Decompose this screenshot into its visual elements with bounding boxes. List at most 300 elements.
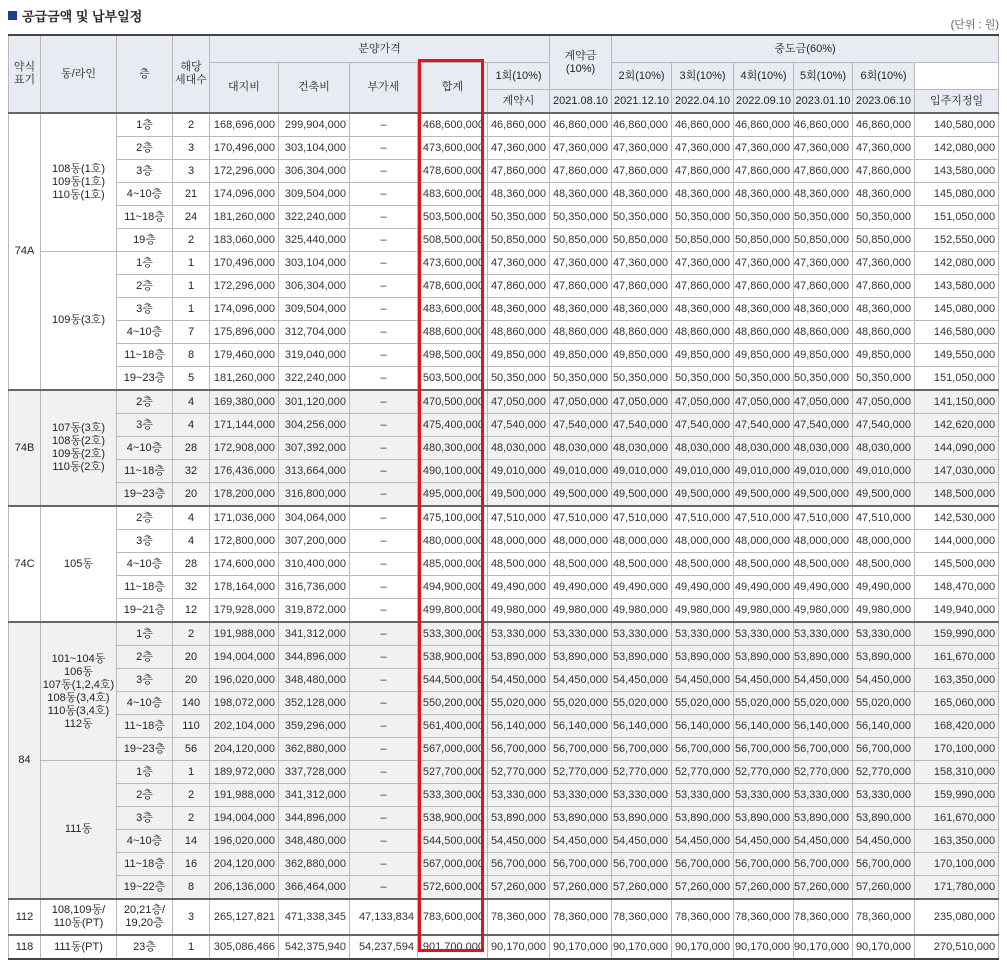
- installment-1: 90,170,000: [550, 935, 612, 959]
- floor: 1층: [117, 622, 173, 646]
- floor: 11~18층: [117, 460, 173, 483]
- installment-1: 49,490,000: [550, 576, 612, 599]
- vat: –: [350, 761, 418, 784]
- vat: –: [350, 183, 418, 206]
- vat: –: [350, 669, 418, 692]
- build-price: 362,880,000: [279, 853, 350, 876]
- balance: 143,580,000: [915, 275, 999, 298]
- installment-3: 50,350,000: [672, 206, 734, 229]
- floor: 2층: [117, 390, 173, 414]
- build-price: 309,504,000: [279, 298, 350, 321]
- installment-4: 48,000,000: [734, 530, 794, 553]
- header-build: 건축비: [279, 63, 350, 114]
- installment-4: 50,350,000: [734, 367, 794, 391]
- installment-3: 47,050,000: [672, 390, 734, 414]
- installment-3: 49,980,000: [672, 599, 734, 623]
- table-row: [9, 530, 999, 553]
- household-count: 16: [173, 853, 210, 876]
- installment-3: 48,360,000: [672, 183, 734, 206]
- table-row: [9, 784, 999, 807]
- total-price: 473,600,000: [418, 252, 488, 275]
- vat: –: [350, 599, 418, 623]
- household-count: 3: [173, 899, 210, 935]
- balance: 148,470,000: [915, 576, 999, 599]
- contract-deposit: 48,360,000: [488, 183, 550, 206]
- installment-2: 56,700,000: [612, 853, 672, 876]
- unit-label: (단위 : 원): [950, 19, 999, 31]
- vat: –: [350, 160, 418, 183]
- vat: –: [350, 252, 418, 275]
- installment-4: 48,500,000: [734, 553, 794, 576]
- build-price: 303,104,000: [279, 252, 350, 275]
- header-installment-4: 4회(10%): [734, 63, 794, 90]
- build-price: 344,896,000: [279, 646, 350, 669]
- installment-2: 50,850,000: [612, 229, 672, 252]
- contract-deposit: 50,350,000: [488, 367, 550, 391]
- installment-2: 53,330,000: [612, 784, 672, 807]
- installment-6: 48,860,000: [853, 321, 915, 344]
- table-row: [9, 275, 999, 298]
- land-price: 183,060,000: [210, 229, 279, 252]
- installment-4: 52,770,000: [734, 761, 794, 784]
- land-price: 172,296,000: [210, 160, 279, 183]
- installment-3: 47,360,000: [672, 252, 734, 275]
- balance: 170,100,000: [915, 738, 999, 761]
- installment-6: 54,450,000: [853, 669, 915, 692]
- total-price: 475,100,000: [418, 506, 488, 530]
- installment-2: 48,000,000: [612, 530, 672, 553]
- floor: 19~21층: [117, 599, 173, 623]
- installment-1: 52,770,000: [550, 761, 612, 784]
- installment-5: 49,850,000: [794, 344, 853, 367]
- floor: 11~18층: [117, 206, 173, 229]
- table-row: [9, 113, 999, 137]
- installment-4: 53,330,000: [734, 622, 794, 646]
- balance: 141,150,000: [915, 390, 999, 414]
- installment-1: 47,860,000: [550, 160, 612, 183]
- dong-line: 108동(1호) 109동(1호) 110동(1호): [41, 113, 117, 252]
- build-price: 312,704,000: [279, 321, 350, 344]
- floor: 4~10층: [117, 321, 173, 344]
- household-count: 140: [173, 692, 210, 715]
- land-price: 204,120,000: [210, 853, 279, 876]
- installment-3: 78,360,000: [672, 899, 734, 935]
- installment-5: 53,330,000: [794, 622, 853, 646]
- floor: 4~10층: [117, 183, 173, 206]
- header-type: 약식 표기: [9, 35, 41, 113]
- installment-3: 53,330,000: [672, 784, 734, 807]
- total-price: 498,500,000: [418, 344, 488, 367]
- contract-deposit: 52,770,000: [488, 761, 550, 784]
- unit-type: 74A: [9, 113, 41, 390]
- installment-4: 49,490,000: [734, 576, 794, 599]
- header-installment-3: 3회(10%): [672, 63, 734, 90]
- household-count: 4: [173, 530, 210, 553]
- installment-4: 56,700,000: [734, 738, 794, 761]
- installment-5: 54,450,000: [794, 669, 853, 692]
- vat: –: [350, 576, 418, 599]
- balance: 152,550,000: [915, 229, 999, 252]
- vat: –: [350, 137, 418, 160]
- table-row: [9, 344, 999, 367]
- household-count: 2: [173, 229, 210, 252]
- header-count: 해당 세대수: [173, 35, 210, 113]
- installment-4: 49,980,000: [734, 599, 794, 623]
- installment-1: 47,050,000: [550, 390, 612, 414]
- installment-6: 90,170,000: [853, 935, 915, 959]
- installment-4: 46,860,000: [734, 113, 794, 137]
- installment-5: 47,050,000: [794, 390, 853, 414]
- land-price: 176,436,000: [210, 460, 279, 483]
- household-count: 56: [173, 738, 210, 761]
- land-price: 175,896,000: [210, 321, 279, 344]
- table-row: [9, 738, 999, 761]
- installment-5: 56,700,000: [794, 853, 853, 876]
- vat: –: [350, 530, 418, 553]
- floor: 2층: [117, 275, 173, 298]
- installment-6: 47,050,000: [853, 390, 915, 414]
- installment-1: 49,980,000: [550, 599, 612, 623]
- installment-2: 47,510,000: [612, 506, 672, 530]
- installment-5: 47,510,000: [794, 506, 853, 530]
- household-count: 8: [173, 876, 210, 900]
- land-price: 191,988,000: [210, 622, 279, 646]
- balance: 145,080,000: [915, 183, 999, 206]
- installment-1: 48,360,000: [550, 298, 612, 321]
- header-install-date-1: 2021.08.10: [550, 90, 612, 114]
- floor: 4~10층: [117, 830, 173, 853]
- build-price: 299,904,000: [279, 113, 350, 137]
- balance: 148,500,000: [915, 483, 999, 507]
- contract-deposit: 49,980,000: [488, 599, 550, 623]
- installment-2: 48,500,000: [612, 553, 672, 576]
- installment-2: 78,360,000: [612, 899, 672, 935]
- balance: 143,580,000: [915, 160, 999, 183]
- land-price: 178,200,000: [210, 483, 279, 507]
- floor: 11~18층: [117, 715, 173, 738]
- vat: –: [350, 298, 418, 321]
- household-count: 14: [173, 830, 210, 853]
- dong-line: 109동(3호): [41, 252, 117, 391]
- installment-4: 48,860,000: [734, 321, 794, 344]
- installment-6: 53,330,000: [853, 622, 915, 646]
- total-price: 475,400,000: [418, 414, 488, 437]
- contract-deposit: 54,450,000: [488, 669, 550, 692]
- balance: 144,090,000: [915, 437, 999, 460]
- installment-2: 54,450,000: [612, 830, 672, 853]
- installment-6: 78,360,000: [853, 899, 915, 935]
- installment-6: 49,010,000: [853, 460, 915, 483]
- header-floor: 층: [117, 35, 173, 113]
- table-row: [9, 622, 999, 646]
- contract-deposit: 46,860,000: [488, 113, 550, 137]
- contract-deposit: 48,000,000: [488, 530, 550, 553]
- build-price: 313,664,000: [279, 460, 350, 483]
- installment-6: 57,260,000: [853, 876, 915, 900]
- installment-4: 55,020,000: [734, 692, 794, 715]
- contract-deposit: 49,850,000: [488, 344, 550, 367]
- installment-5: 54,450,000: [794, 830, 853, 853]
- installment-4: 50,850,000: [734, 229, 794, 252]
- land-price: 206,136,000: [210, 876, 279, 900]
- installment-5: 48,360,000: [794, 298, 853, 321]
- installment-6: 53,890,000: [853, 807, 915, 830]
- dong-line: 111동: [41, 761, 117, 900]
- installment-5: 49,010,000: [794, 460, 853, 483]
- build-price: 306,304,000: [279, 275, 350, 298]
- total-price: 499,800,000: [418, 599, 488, 623]
- build-price: 322,240,000: [279, 206, 350, 229]
- vat: –: [350, 853, 418, 876]
- household-count: 4: [173, 506, 210, 530]
- floor: 4~10층: [117, 553, 173, 576]
- vat: –: [350, 715, 418, 738]
- installment-3: 49,490,000: [672, 576, 734, 599]
- table-row: [9, 506, 999, 530]
- header-installment-1: 1회(10%): [488, 63, 550, 90]
- installment-1: 55,020,000: [550, 692, 612, 715]
- table-row: [9, 853, 999, 876]
- installment-5: 46,860,000: [794, 113, 853, 137]
- contract-deposit: 48,860,000: [488, 321, 550, 344]
- installment-1: 47,360,000: [550, 137, 612, 160]
- table-row: [9, 830, 999, 853]
- installment-4: 47,860,000: [734, 160, 794, 183]
- installment-2: 50,350,000: [612, 206, 672, 229]
- table-row: [9, 483, 999, 507]
- installment-1: 48,360,000: [550, 183, 612, 206]
- installment-4: 47,510,000: [734, 506, 794, 530]
- installment-2: 53,890,000: [612, 646, 672, 669]
- floor: 3층: [117, 530, 173, 553]
- floor: 2층: [117, 646, 173, 669]
- installment-1: 78,360,000: [550, 899, 612, 935]
- contract-deposit: 53,330,000: [488, 784, 550, 807]
- installment-4: 57,260,000: [734, 876, 794, 900]
- installment-6: 50,350,000: [853, 206, 915, 229]
- contract-deposit: 47,540,000: [488, 414, 550, 437]
- header-install-date-5: 2023.01.10: [794, 90, 853, 114]
- contract-deposit: 50,350,000: [488, 206, 550, 229]
- installment-4: 54,450,000: [734, 669, 794, 692]
- table-row: [9, 715, 999, 738]
- vat: –: [350, 344, 418, 367]
- build-price: 352,128,000: [279, 692, 350, 715]
- land-price: 189,972,000: [210, 761, 279, 784]
- balance: 163,350,000: [915, 830, 999, 853]
- installment-2: 49,490,000: [612, 576, 672, 599]
- household-count: 3: [173, 160, 210, 183]
- table-row: [9, 160, 999, 183]
- installment-5: 50,350,000: [794, 367, 853, 391]
- vat: –: [350, 414, 418, 437]
- installment-2: 47,540,000: [612, 414, 672, 437]
- land-price: 178,164,000: [210, 576, 279, 599]
- installment-2: 90,170,000: [612, 935, 672, 959]
- installment-2: 53,330,000: [612, 622, 672, 646]
- installment-4: 49,010,000: [734, 460, 794, 483]
- installment-3: 49,850,000: [672, 344, 734, 367]
- installment-2: 47,360,000: [612, 252, 672, 275]
- installment-2: 47,050,000: [612, 390, 672, 414]
- table-row: [9, 183, 999, 206]
- total-price: 483,600,000: [418, 183, 488, 206]
- total-price: 490,100,000: [418, 460, 488, 483]
- build-price: 301,120,000: [279, 390, 350, 414]
- installment-3: 48,860,000: [672, 321, 734, 344]
- unit-type: 74C: [9, 506, 41, 622]
- installment-1: 53,330,000: [550, 784, 612, 807]
- floor: 1층: [117, 252, 173, 275]
- floor: 4~10층: [117, 437, 173, 460]
- table-row: [9, 669, 999, 692]
- floor: 3층: [117, 298, 173, 321]
- total-price: 567,000,000: [418, 738, 488, 761]
- build-price: 471,338,345: [279, 899, 350, 935]
- vat: –: [350, 506, 418, 530]
- household-count: 2: [173, 622, 210, 646]
- household-count: 1: [173, 275, 210, 298]
- contract-deposit: 48,360,000: [488, 298, 550, 321]
- build-price: 319,040,000: [279, 344, 350, 367]
- floor: 1층: [117, 761, 173, 784]
- total-price: 478,600,000: [418, 275, 488, 298]
- household-count: 4: [173, 414, 210, 437]
- table-row: [9, 229, 999, 252]
- table-row: [9, 935, 999, 959]
- total-price: 480,000,000: [418, 530, 488, 553]
- vat: –: [350, 321, 418, 344]
- build-price: 304,256,000: [279, 414, 350, 437]
- balance: 170,100,000: [915, 853, 999, 876]
- installment-2: 48,360,000: [612, 183, 672, 206]
- installment-1: 49,010,000: [550, 460, 612, 483]
- total-price: 488,600,000: [418, 321, 488, 344]
- contract-deposit: 90,170,000: [488, 935, 550, 959]
- header-install-date-2: 2021.12.10: [612, 90, 672, 114]
- balance: 149,940,000: [915, 599, 999, 623]
- dong-line: 101~104동 106동 107동(1,2,4호) 108동(3,4호) 110동(3,4호) 112동: [41, 622, 117, 761]
- installment-4: 54,450,000: [734, 830, 794, 853]
- land-price: 172,908,000: [210, 437, 279, 460]
- price-schedule-table: [8, 34, 999, 960]
- household-count: 2: [173, 807, 210, 830]
- installment-3: 50,350,000: [672, 367, 734, 391]
- household-count: 4: [173, 390, 210, 414]
- installment-1: 47,510,000: [550, 506, 612, 530]
- table-row: [9, 646, 999, 669]
- installment-4: 47,540,000: [734, 414, 794, 437]
- installment-3: 48,360,000: [672, 298, 734, 321]
- total-price: 503,500,000: [418, 206, 488, 229]
- installment-6: 48,360,000: [853, 183, 915, 206]
- total-price: 572,600,000: [418, 876, 488, 900]
- balance: 159,990,000: [915, 784, 999, 807]
- build-price: 306,304,000: [279, 160, 350, 183]
- header-install-date-6: 2023.06.10: [853, 90, 915, 114]
- installment-3: 53,890,000: [672, 807, 734, 830]
- installment-1: 57,260,000: [550, 876, 612, 900]
- land-price: 196,020,000: [210, 669, 279, 692]
- section-title-text: 공급금액 및 납부일정: [22, 9, 143, 24]
- header-installment-2: 2회(10%): [612, 63, 672, 90]
- header-land: 대지비: [210, 63, 279, 114]
- installment-5: 53,890,000: [794, 646, 853, 669]
- installment-3: 46,860,000: [672, 113, 734, 137]
- installment-3: 90,170,000: [672, 935, 734, 959]
- installment-1: 56,140,000: [550, 715, 612, 738]
- total-price: 508,500,000: [418, 229, 488, 252]
- installment-5: 78,360,000: [794, 899, 853, 935]
- household-count: 3: [173, 137, 210, 160]
- land-price: 265,127,821: [210, 899, 279, 935]
- contract-deposit: 53,890,000: [488, 646, 550, 669]
- balance: 144,000,000: [915, 530, 999, 553]
- vat: –: [350, 390, 418, 414]
- installment-6: 52,770,000: [853, 761, 915, 784]
- build-price: 337,728,000: [279, 761, 350, 784]
- balance: 159,990,000: [915, 622, 999, 646]
- vat: –: [350, 206, 418, 229]
- installment-5: 90,170,000: [794, 935, 853, 959]
- total-price: 485,000,000: [418, 553, 488, 576]
- installment-5: 53,330,000: [794, 784, 853, 807]
- installment-6: 56,700,000: [853, 738, 915, 761]
- table-row: [9, 206, 999, 229]
- floor: 11~18층: [117, 853, 173, 876]
- total-price: 538,900,000: [418, 807, 488, 830]
- contract-deposit: 48,030,000: [488, 437, 550, 460]
- land-price: 171,036,000: [210, 506, 279, 530]
- build-price: 325,440,000: [279, 229, 350, 252]
- household-count: 21: [173, 183, 210, 206]
- table-row: [9, 899, 999, 935]
- household-count: 1: [173, 298, 210, 321]
- land-price: 194,004,000: [210, 646, 279, 669]
- land-price: 172,800,000: [210, 530, 279, 553]
- balance: 165,060,000: [915, 692, 999, 715]
- vat: –: [350, 367, 418, 391]
- contract-deposit: 50,850,000: [488, 229, 550, 252]
- balance: 270,510,000: [915, 935, 999, 959]
- header-contract: 계약금 (10%): [550, 35, 612, 90]
- land-price: 174,600,000: [210, 553, 279, 576]
- installment-6: 56,700,000: [853, 853, 915, 876]
- contract-deposit: 47,510,000: [488, 506, 550, 530]
- household-count: 20: [173, 483, 210, 507]
- installment-6: 49,500,000: [853, 483, 915, 507]
- installment-4: 47,360,000: [734, 137, 794, 160]
- installment-1: 49,850,000: [550, 344, 612, 367]
- table-row: [9, 692, 999, 715]
- land-price: 168,696,000: [210, 113, 279, 137]
- square-bullet-icon: [8, 11, 17, 20]
- installment-1: 49,500,000: [550, 483, 612, 507]
- balance: 151,050,000: [915, 206, 999, 229]
- installment-6: 47,860,000: [853, 275, 915, 298]
- household-count: 2: [173, 784, 210, 807]
- installment-2: 48,360,000: [612, 298, 672, 321]
- total-price: 470,500,000: [418, 390, 488, 414]
- header-vat: 부가세: [350, 63, 418, 114]
- installment-5: 47,360,000: [794, 137, 853, 160]
- installment-5: 49,490,000: [794, 576, 853, 599]
- contract-deposit: 49,010,000: [488, 460, 550, 483]
- installment-4: 53,330,000: [734, 784, 794, 807]
- header-contract-when: 계약시: [488, 90, 550, 114]
- installment-6: 54,450,000: [853, 830, 915, 853]
- build-price: 341,312,000: [279, 784, 350, 807]
